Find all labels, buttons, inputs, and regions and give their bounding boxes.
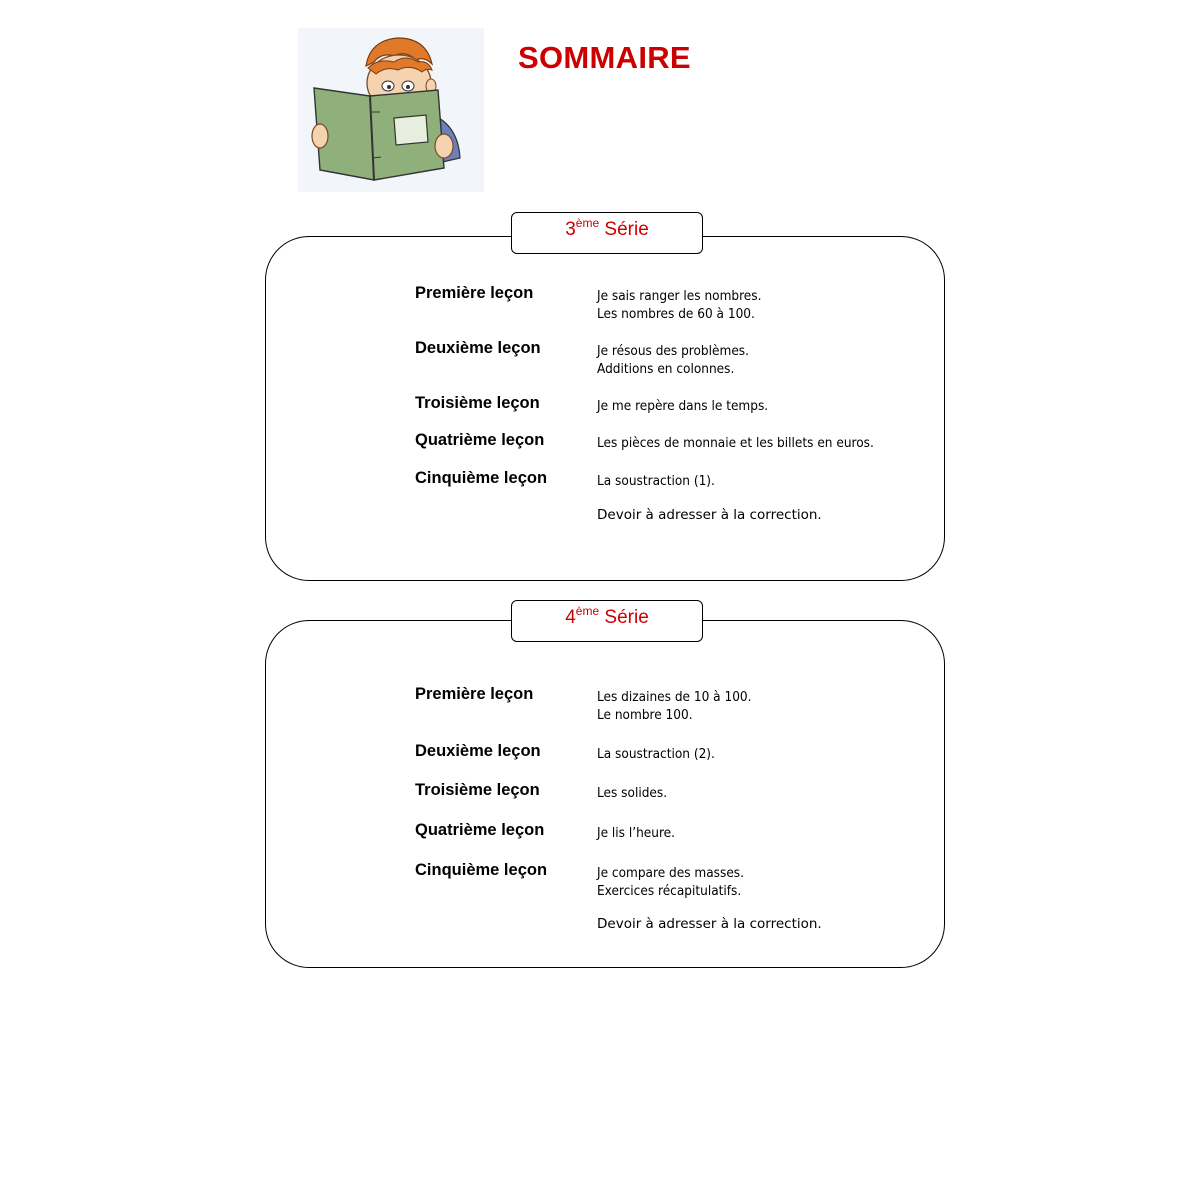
lesson-line: Je sais ranger les nombres. [597,288,762,304]
lesson-line: Je lis l’heure. [597,825,675,841]
serie-4-word: Série [604,607,649,628]
lesson-name: Première leçon [415,685,534,703]
serie-3-homework: Devoir à adresser à la correction. [597,507,822,523]
lesson-line: Je me repère dans le temps. [597,398,769,414]
serie-3-word: Série [604,219,649,240]
lesson-description [597,688,752,724]
lesson-line: La soustraction (1). [597,473,715,489]
child-reading-book-illustration [298,28,484,192]
serie-4-number: 4 [565,607,576,628]
page-title: SOMMAIRE [518,40,691,75]
serie-3-label [511,212,703,254]
serie-4-sup: ème [575,604,600,618]
lesson-description [597,287,761,323]
lesson-line: Exercices récapitulatifs. [597,883,742,899]
lesson-name: Quatrième leçon [415,431,545,449]
lesson-name: Cinquième leçon [415,469,548,487]
lesson-name: Quatrième leçon [415,821,545,839]
lesson-description [597,434,874,452]
lesson-line: Le nombre 100. [597,707,693,723]
lesson-name: Deuxième leçon [415,339,541,357]
lesson-line: Les pièces de monnaie et les billets en euros. [597,435,874,451]
lesson-line: Je compare des masses. [597,865,744,881]
lesson-line: Les nombres de 60 à 100. [597,306,755,322]
lesson-description [597,342,749,378]
lesson-description [597,784,667,802]
lesson-name: Première leçon [415,284,534,302]
lesson-name: Troisième leçon [415,781,540,799]
lesson-description [597,824,675,842]
lesson-description [597,864,744,900]
lesson-description [597,472,715,490]
lesson-line: Les solides. [597,785,668,801]
lesson-line: Additions en colonnes. [597,361,735,377]
serie-4-homework: Devoir à adresser à la correction. [597,916,822,932]
serie-4-label [511,600,703,642]
lesson-name: Deuxième leçon [415,742,541,760]
lesson-line: Les dizaines de 10 à 100. [597,689,752,705]
serie-3-sup: ème [575,216,600,230]
lesson-name: Troisième leçon [415,394,540,412]
lesson-line: Je résous des problèmes. [597,343,749,359]
serie-3-number: 3 [565,219,576,240]
lesson-name: Cinquième leçon [415,861,548,879]
lesson-description [597,397,768,415]
lesson-line: La soustraction (2). [597,746,715,762]
lesson-description [597,745,715,763]
